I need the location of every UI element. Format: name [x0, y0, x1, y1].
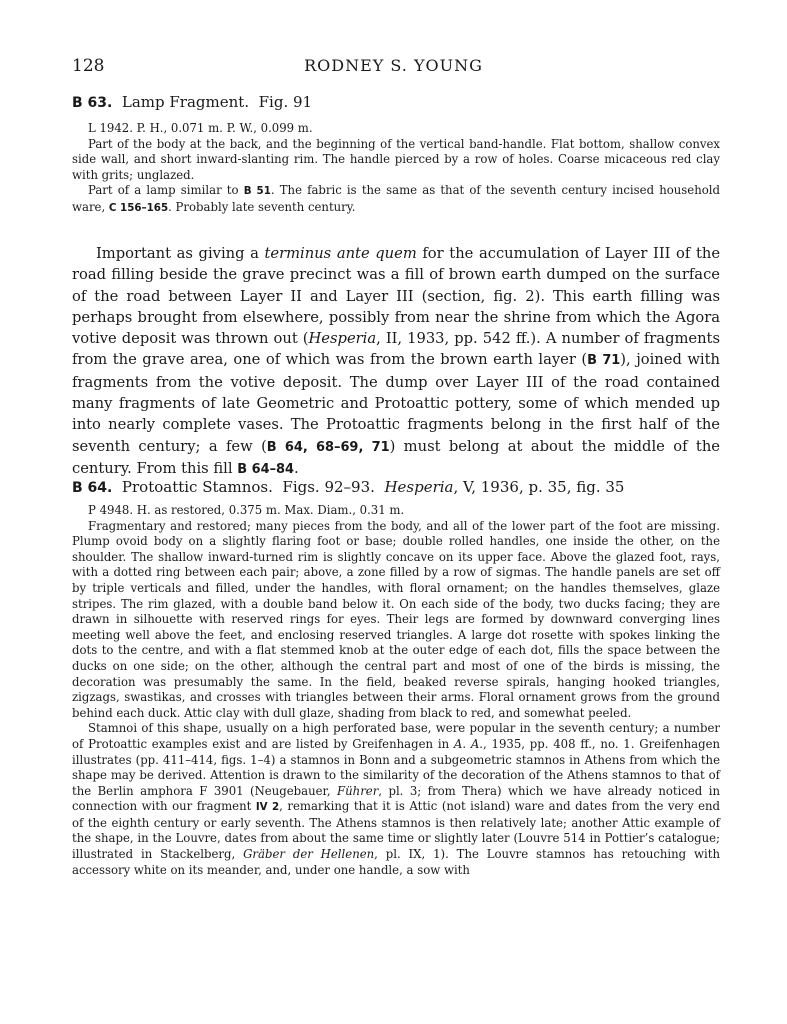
entry-b64-description: Fragmentary and restored; many pieces from the body, and all of the lower part of the foot are missing. Plump ovoid body on a slightly flaring foot or base; double rolled handles, one inside the other, on the shoulder. The shallow inward-turned rim is slightly concave on its upper face. Above the glazed foot, rays, with a dotted ring between each pair; above, a zone filled by a row of sigmas. The handle panels are set off by triple verticals and filled, under the handles, with floral ornament; on the handles themselves, glaze stripes. The rim glazed, with a double band below it. On each side of the body, two ducks facing; they are drawn in silhouette with reserved rings for eyes. Their legs are formed by downward converging lines meeting well above the feet, and enclosing reserved triangles. A large dot rosette with spokes linking the dots to the centre, and with a flat stemmed knob at the outer edge of each dot, fills the space between the ducks on one side; on the other, although the central part and most of one of the birds is missing, the decoration was presumably the same. In the field, beaked reverse spirals, hanging hooked triangles, zigzags, swastikas, and crosses with triangles between their arms. Floral ornament grows from the ground behind each duck. Attic clay with dull glaze, shading from black to red, and somewhat peeled.	[72, 518, 720, 720]
entry-b64-body	[72, 503, 720, 878]
entry-b63-figs: Fig. 91	[258, 93, 313, 111]
page-number: 128	[72, 56, 105, 76]
ref-iv2: IV 2	[255, 801, 280, 814]
term-em: terminus ante quem	[264, 245, 417, 262]
entry-b63-title	[72, 92, 720, 113]
ref-b64: B 64	[266, 439, 303, 455]
entry-b63-meta: L 1942. P. H., 0.071 m. P. W., 0.099 m.	[88, 121, 313, 135]
entry-b64-commentary: Stamnoi of this shape, usually on a high perforated base, were popular in the seventh century; a number of Protoattic examples exist and are listed by Greifenhagen in A. A., 1935, pp. 408 ff., no. 1. Greifenhagen illustrates (pp. 411–414, figs. 1–4) a stamnos in Bonn and a subgeometric stamnos in Athens from which the shape may be derived. Attention is drawn to the similarity of the decoration of the Athens stamnos to that of the Berlin amphora F 3901 (Neugebauer, Führer, pl. 3; from Thera) which we have already noticed in connection with our fragment IV 2, remarking that it is Attic (not island) ware and dates from the very end of the eighth century or early seventh. The Athens stamnos is then relatively late; another Attic example of the shape, in the Louvre, dates from about the same time or slightly later (Louvre 514 in Pottier’s catalogue; illustrated in Stackelberg, Gräber der Hellenen, pl. IX, 1). The Louvre stamnos has retouching with accessory white on its meander, and, under one handle, a sow with	[72, 721, 721, 877]
entry-b64-name: Protoattic Stamnos.	[121, 478, 273, 496]
page-header	[0, 56, 787, 80]
ref-b71: B 71	[587, 353, 621, 369]
ref-b64-84: B 64–84	[237, 461, 295, 477]
ref-c156-165: C 156–165	[108, 201, 169, 214]
ref-71: 71	[371, 439, 390, 455]
ref-b51: B 51	[243, 185, 271, 198]
entry-b64-meta: P 4948. H. as restored, 0.375 m. Max. Diam., 0.31 m.	[88, 503, 405, 517]
entry-b64-title	[72, 477, 720, 498]
entry-b64-id: B 64.	[72, 480, 113, 496]
entry-b64-journal: Hesperia	[384, 478, 454, 496]
entry-b64-citation: , V, 1936, p. 35, fig. 35	[453, 478, 625, 496]
ref-68-69: 68–69	[316, 439, 359, 455]
entry-b64-figs: Figs. 92–93.	[282, 478, 375, 496]
entry-b63-name: Lamp Fragment.	[121, 93, 250, 111]
journal-em: Hesperia	[308, 330, 377, 348]
entry-b63-id: B 63.	[72, 95, 113, 111]
entry-b63-description: Part of the body at the back, and the beginning of the vertical band-handle. Flat bottom, shallow convex side wall, and short inward-slanting rim. The handle pierced by a row of holes. Coarse micaceous red clay with grits; unglazed.	[72, 136, 720, 182]
running-head: RODNEY S. YOUNG	[304, 56, 483, 75]
entry-b63-body	[72, 121, 720, 217]
entry-b63-note: Part of a lamp similar to B 51. The fabric is the same as that of the seventh century incised household ware, C 156–165. Probably late seventh century.	[72, 183, 720, 214]
intro-paragraph: Important as giving a terminus ante quem for the accumulation of Layer III of the road filling beside the grave precinct was a fill of brown earth dumped on the surface of the road between Layer II and Layer III (section, fig. 2). This earth filling was perhaps brought from elsewhere, possibly from near the shrine from which the Agora votive deposit was thrown out (Hesperia, II, 1933, pp. 542 ff.). A number of fragments from the grave area, one of which was from the brown earth layer (B 71), joined with fragments from the votive deposit. The dump over Layer III of the road contained many fragments of late Geometric and Protoattic pottery, some of which mended up into nearly complete vases. The Protoattic fragments belong in the first half of the seventh century; a few (B 64, 68–69, 71) must belong at about the middle of the century. From this fill B 64–84.	[72, 245, 721, 477]
